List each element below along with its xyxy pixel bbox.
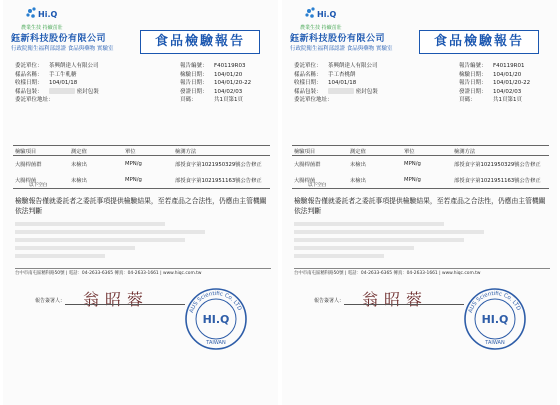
package-type: 密封包裝 [355, 88, 378, 95]
faint-note-line [15, 222, 165, 226]
cell-item: 大腸桿菌 [292, 172, 348, 189]
faint-note-line [294, 254, 384, 258]
table-row [292, 172, 549, 189]
info-row [15, 88, 273, 97]
report-header [282, 0, 557, 55]
info-row [294, 71, 552, 80]
test-date-label: 檢驗日期： [180, 71, 208, 78]
package-type: 密封包裝 [76, 88, 99, 95]
product-label: 樣品名稱： [294, 71, 322, 78]
signature-line [344, 304, 464, 305]
col-method: 檢測方法 [173, 146, 270, 156]
col-item: 檢驗項目 [13, 146, 69, 156]
package-label: 樣品包裝： [15, 88, 43, 95]
redacted-field [49, 88, 75, 94]
info-row [294, 96, 552, 105]
product-name: 手工牛軋糖 [49, 71, 77, 78]
received-label: 收樣日期： [15, 80, 43, 86]
info-row [15, 96, 273, 105]
client-name: 茶興餅達人有限公司 [49, 63, 99, 69]
company-tagline: 農業生技 持續茁壯 [300, 25, 342, 31]
table-row [292, 156, 549, 173]
company-name: 鈺新科技股份有限公司 [290, 34, 386, 44]
cell-method: 部授食字第1021950329號公告修正 [454, 162, 541, 168]
page-count: 共1頁第1頁 [493, 97, 522, 103]
disclaimer-statement: 檢驗報告僅就委託者之委託事項提供檢驗結果，至若產品之合法性，仍應由主管機關依法判斷 [15, 197, 267, 215]
report-sheet-left [3, 0, 278, 405]
results-table [13, 145, 270, 189]
cell-method: 部授食字第1021950329號公告修正 [175, 162, 262, 168]
issue-date-label: 發證日期： [459, 88, 487, 95]
issue-date: 104/02/03 [214, 88, 243, 95]
seal-bottom-text: TAIWAN [485, 340, 505, 346]
report-info [294, 62, 552, 105]
company-accreditation: 行政院衛生福利部認證 食品與藥物 實驗室 [290, 46, 393, 52]
cell-value: 未檢出 [69, 172, 123, 189]
test-date: 104/01/20 [493, 71, 522, 78]
info-row [15, 71, 273, 80]
signature: 翁昭蓉 [83, 290, 150, 309]
signature: 翁昭蓉 [362, 290, 429, 309]
report-date: 104/01/20-22 [214, 80, 252, 86]
company-logo-icon [25, 6, 59, 22]
faint-note-line [294, 230, 484, 234]
info-row [15, 62, 273, 71]
received-date: 104/01/18 [328, 80, 357, 86]
page-label: 頁碼： [459, 97, 476, 103]
cell-unit: MPN/g [123, 172, 173, 189]
report-date-label: 報告日期： [180, 80, 208, 86]
report-info [15, 62, 273, 105]
table-row [13, 156, 270, 173]
col-item: 檢驗項目 [292, 146, 348, 156]
seal-center-text: HI.Q [481, 313, 509, 326]
issue-date: 104/02/03 [493, 88, 522, 95]
test-date: 104/01/20 [214, 71, 243, 78]
redacted-field [328, 88, 354, 94]
cell-value: 未檢出 [71, 162, 87, 168]
table-header [13, 146, 270, 156]
client-address-label: 委託單位地址： [15, 97, 54, 103]
faint-note-line [294, 222, 444, 226]
report-no-label: 報告編號： [459, 63, 487, 69]
test-date-label: 檢驗日期： [459, 71, 487, 78]
signer-label: 報告簽署人： [314, 298, 345, 304]
logo-text: Hi.Q [38, 10, 58, 19]
report-title: 食品檢驗報告 [419, 30, 539, 54]
company-accreditation: 行政院衛生福利部認證 食品與藥物 實驗室 [11, 46, 114, 52]
cell-value: 未檢出 [348, 172, 402, 189]
seal-text: AUS Scientific Co. LTD [467, 290, 522, 314]
faint-note-line [15, 238, 185, 242]
table-row [13, 172, 270, 189]
product-label: 樣品名稱： [15, 71, 43, 78]
seal-center-text: HI.Q [202, 313, 230, 326]
cell-method: 部授食字第1021951163號公告修正 [173, 172, 270, 189]
company-logo-icon [304, 6, 338, 22]
company-seal-icon [462, 286, 528, 352]
col-value: 測定值 [69, 146, 123, 156]
faint-note-line [15, 246, 135, 250]
info-row [294, 79, 552, 88]
disclaimer-statement: 檢驗報告僅就委託者之委託事項提供檢驗結果，至若產品之合法性，仍應由主管機關依法判斷 [294, 197, 546, 215]
col-method: 檢測方法 [452, 146, 549, 156]
product-name: 手工杏桃餅 [328, 71, 356, 78]
page-label: 頁碼： [180, 97, 197, 103]
report-no: F40119R01 [493, 63, 525, 69]
company-seal-icon [183, 286, 249, 352]
issue-date-label: 發證日期： [180, 88, 208, 95]
faint-note-line [15, 254, 105, 258]
package-label: 樣品包裝： [294, 88, 322, 95]
company-address: 台中市南屯區精科路50號 | 電話：04-2633-6365 傳真：04-2633-1661 | www.hiqc.com.tw [294, 268, 550, 276]
report-header [3, 0, 278, 55]
faint-note-line [294, 238, 464, 242]
company-address: 台中市南屯區精科路50號 | 電話：04-2633-6365 傳真：04-2633-1661 | www.hiqc.com.tw [15, 268, 271, 276]
blank-below-note: 以下空白 [29, 183, 48, 188]
client-name: 茶興餅達人有限公司 [328, 63, 378, 69]
table-header [292, 146, 549, 156]
col-value: 測定值 [348, 146, 402, 156]
info-row [294, 88, 552, 97]
report-title: 食品檢驗報告 [140, 30, 260, 54]
logo-text: Hi.Q [317, 10, 337, 19]
cell-item: 大腸桿菌群 [15, 162, 42, 168]
col-unit: 單位 [402, 146, 452, 156]
received-date: 104/01/18 [49, 80, 78, 86]
cell-unit: MPN/g [125, 161, 142, 167]
cell-item: 大腸桿菌 [13, 172, 69, 189]
cell-method: 部授食字第1021951163號公告修正 [452, 172, 549, 189]
col-unit: 單位 [123, 146, 173, 156]
info-row [15, 79, 273, 88]
received-label: 收樣日期： [294, 80, 322, 86]
seal-bottom-text: TAIWAN [206, 340, 226, 346]
client-label: 委託單位： [15, 63, 43, 69]
faint-note-line [294, 246, 414, 250]
report-date: 104/01/20-22 [493, 80, 531, 86]
client-address-label: 委託單位地址： [294, 97, 333, 103]
cell-value: 未檢出 [350, 162, 366, 168]
info-row [294, 62, 552, 71]
cell-unit: MPN/g [402, 172, 452, 189]
report-sheet-right [282, 0, 557, 405]
report-no-label: 報告編號： [180, 63, 208, 69]
page-count: 共1頁第1頁 [214, 97, 243, 103]
report-date-label: 報告日期： [459, 80, 487, 86]
client-label: 委託單位： [294, 63, 322, 69]
blank-below-note: 以下空白 [308, 183, 327, 188]
faint-note-line [15, 230, 205, 234]
company-tagline: 農業生技 持續茁壯 [21, 25, 63, 31]
cell-unit: MPN/g [404, 161, 421, 167]
results-table [292, 145, 549, 189]
report-no: F40119R03 [214, 63, 246, 69]
signer-label: 報告簽署人： [35, 298, 66, 304]
seal-text: AUS Scientific Co. LTD [188, 290, 243, 314]
company-name: 鈺新科技股份有限公司 [11, 34, 107, 44]
signature-line [65, 304, 185, 305]
cell-item: 大腸桿菌群 [294, 162, 321, 168]
